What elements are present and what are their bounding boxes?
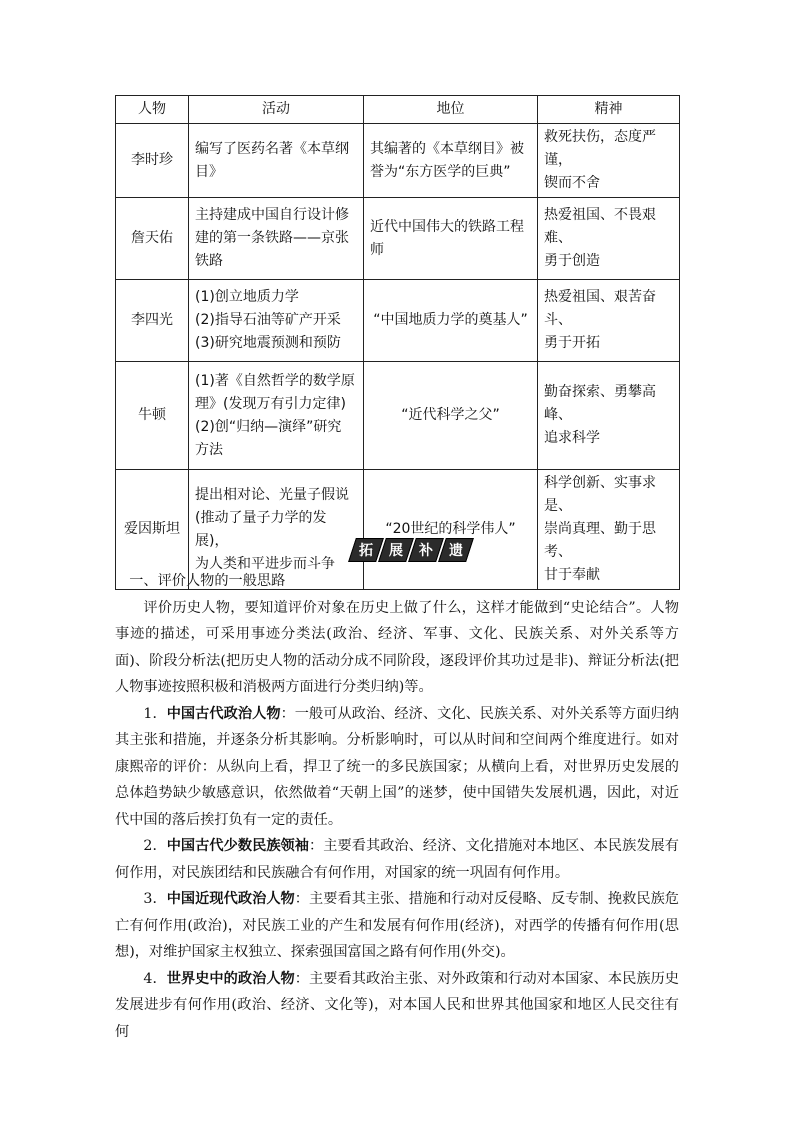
item-number: 4． (143, 970, 167, 987)
table-row (116, 198, 680, 280)
activity-line: (1)著《自然哲学的数学原 (195, 372, 355, 389)
header-person: 人物 (116, 96, 189, 124)
activity-cell (189, 280, 364, 362)
activity-line: 理》(发现万有引力定律) (195, 395, 346, 412)
activity-line: 编写了医药名著《本草纲 (195, 140, 349, 157)
status-line: “20世纪的科学伟人” (385, 521, 516, 537)
item-text: ：主要看其主张、措施和行动对反侵略、反专制、挽救民族危亡有何作用(政治)，对民族工业的产生和发展有何作用(经济)，对西学的传播有何作用(思想)，对维护国家主权独立、探索强国富国之路有何作用(外交)。 (115, 891, 679, 960)
activity-cell (189, 362, 364, 470)
header-activity: 活动 (189, 96, 364, 124)
status-line: 近代中国伟大的铁路工程 (370, 218, 524, 235)
item-paragraph (115, 886, 679, 966)
item-text: ：主要看其政治、经济、文化措施对本地区、本民族发展有何作用，对民族团结和民族融合有何作用，对国家的统一巩固有何作用。 (115, 838, 679, 881)
item-label: 中国古代政治人物 (166, 705, 281, 722)
activity-line: 方法 (195, 441, 223, 458)
activity-line: 主持建成中国自行设计修 (195, 207, 349, 223)
item-paragraph (115, 701, 679, 834)
item-number: 1． (143, 705, 167, 722)
status-cell (364, 124, 538, 198)
activity-line: 铁路 (195, 253, 223, 269)
activity-cell (189, 124, 364, 198)
person-name: 牛顿 (116, 362, 189, 470)
section-banner (352, 538, 470, 562)
item-number: 2． (143, 838, 167, 854)
banner-char: 展 (389, 543, 403, 559)
status-cell (364, 280, 538, 362)
spirit-line: 崇尚真理、勤于思考、 (544, 521, 656, 560)
item-label: 中国古代少数民族领袖 (166, 838, 310, 854)
item-label: 世界史中的政治人物 (166, 970, 295, 987)
header-status: 地位 (364, 96, 538, 124)
banner-char: 遗 (449, 543, 463, 559)
activity-line: 为人类和平进步而斗争 (195, 555, 335, 572)
spirit-line: 救死扶伤，态度严谨， (544, 129, 656, 168)
activity-cell (189, 198, 364, 280)
activity-line: (3)研究地震预测和预防 (195, 335, 341, 351)
spirit-line: 勤奋探索、勇攀高峰、 (544, 384, 656, 423)
activity-line: (推动了量子力学的发展)， (195, 509, 327, 549)
activity-line: 提出相对论、光量子假说 (195, 486, 349, 503)
status-cell (364, 362, 538, 470)
table-row (116, 280, 680, 362)
spirit-line: 热爱祖国、艰苦奋斗、 (544, 289, 656, 328)
person-name: 爱因斯坦 (116, 470, 189, 590)
status-line: 誉为“东方医学的巨典” (370, 163, 511, 180)
banner-tile (438, 538, 474, 562)
spirit-line: 勇于开拓 (544, 335, 600, 351)
spirit-cell (538, 280, 680, 362)
item-number: 3． (143, 891, 167, 907)
activity-line: (2)创“归纳—演绎”研究 (195, 418, 342, 435)
status-cell (364, 198, 538, 280)
spirit-cell (538, 198, 680, 280)
item-paragraph (115, 833, 679, 886)
spirit-line: 甘于奉献 (544, 567, 600, 583)
header-spirit: 精神 (538, 96, 680, 124)
activity-line: 建的第一条铁路——京张 (195, 230, 349, 246)
spirit-line: 追求科学 (544, 430, 600, 446)
spirit-line: 勇于创造 (544, 253, 600, 269)
figures-table (115, 95, 680, 590)
banner-char: 拓 (359, 543, 373, 559)
table-row (116, 362, 680, 470)
section-title: 一、评价人物的一般思路 (129, 573, 286, 589)
activity-line: (1)创立地质力学 (195, 289, 299, 305)
spirit-line: 锲而不舍 (544, 175, 600, 191)
status-line: “近代科学之父” (401, 407, 500, 423)
item-paragraph (115, 966, 679, 1046)
item-text: ：主要看其政治主张、对外政策和行动对本国家、本民族历史发展进步有何作用(政治、经济、文化等)，对本国人民和世界其他国家和地区人民交往有何 (115, 970, 679, 1040)
body-text (115, 568, 679, 1045)
spirit-line: 科学创新、实事求是、 (544, 475, 656, 514)
spirit-line: 热爱祖国、不畏艰难、 (544, 207, 656, 246)
item-label: 中国近现代政治人物 (166, 891, 295, 907)
table-row (116, 124, 680, 198)
status-line: 师 (370, 241, 384, 258)
item-text: ：一般可从政治、经济、文化、民族关系、对外关系等方面归纳其主张和措施，并逐条分析其影响。分析影响时，可以从时间和空间两个维度进行。如对康熙帝的评价：从纵向上看，捍卫了统一的多民族国家；从横向上看，对世界历史发展的总体趋势缺少敏感意识，依然做着“天朝上国”的迷梦，使中国错失发展机遇，因此，对近代中国的落后挨打负有一定的责任。 (115, 705, 679, 828)
intro-paragraph: 评价历史人物，要知道评价对象在历史上做了什么，这样才能做到“史论结合”。人物事迹的描述，可采用事迹分类法(政治、经济、军事、文化、民族关系、对外关系等方面)、阶段分析法(把历史人物的活动分成不同阶段，逐段评价其功过是非)、辩证分析法(把人物事迹按照积极和消极两方面进行分类归纳)等。 (115, 599, 679, 695)
table-header-row (116, 96, 680, 124)
banner-char: 补 (419, 543, 433, 559)
person-name: 李四光 (116, 280, 189, 362)
activity-line: (2)指导石油等矿产开采 (195, 312, 341, 328)
spirit-cell (538, 124, 680, 198)
person-name: 李时珍 (116, 124, 189, 198)
status-line: 其编著的《本草纲目》被 (370, 140, 524, 157)
person-name: 詹天佑 (116, 198, 189, 280)
spirit-cell (538, 362, 680, 470)
status-line: “中国地质力学的奠基人” (373, 312, 528, 328)
activity-line: 目》 (195, 163, 223, 180)
